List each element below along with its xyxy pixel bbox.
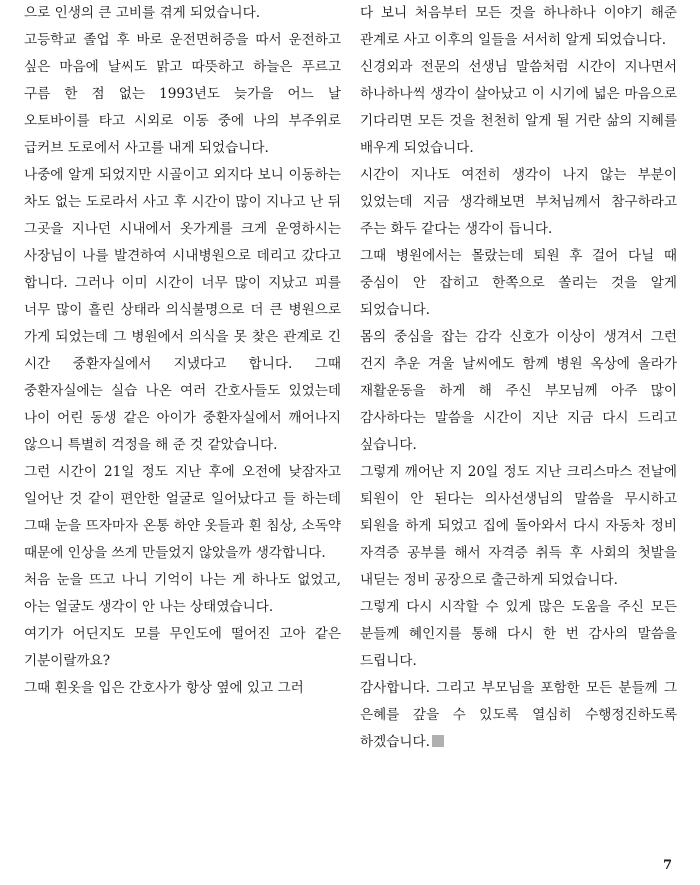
paragraph: 그렇게 깨어난 지 20일 정도 지난 크리스마스 전날에 퇴원이 안 된다는 의사선생님의 말씀을 무시하고 퇴원을 하게 되었고 집에 돌아와서 다시 자동차 정비 자격증 공부를 해서 자격증 취득 후 사회의 첫발을 내딛는 정비 공장으로 출근하게 되었습니다. (360, 464, 677, 588)
paragraph: 몸의 중심을 잡는 감각 신호가 이상이 생겨서 그런 건지 추운 겨울 날씨에도 함께 병원 옥상에 올라가 재활운동을 하게 해 주신 부모님께 아주 많이 감사하다는 말씀을 시간이 지난 지금 다시 드리고 싶습니다. (360, 329, 677, 453)
final-paragraph (360, 675, 677, 756)
page-number: 7 (662, 858, 672, 873)
paragraph-text: 감사합니다. 그리고 부모님을 포함한 모든 분들께 그 은혜를 갚을 수 있도록 열심히 수행정진하도록 하겠습니다. (360, 680, 677, 750)
paragraph: 그렇게 다시 시작할 수 있게 많은 도움을 주신 모든 분들께 혜인지를 통해 다시 한 번 감사의 말씀을 드립니다. (360, 599, 677, 669)
right-column (360, 0, 677, 756)
end-of-article-mark (432, 735, 444, 747)
paragraph: 신경외과 전문의 선생님 말씀처럼 시간이 지나면서 하나하나씩 생각이 살아났고 이 시기에 넓은 마음으로 기다리면 모든 것을 천천히 알게 될 거란 삶의 지혜를 배우게 되었습니다. (360, 59, 677, 156)
paragraph: 그런 시간이 21일 정도 지난 후에 오전에 낮잠자고 일어난 것 같이 편안한 얼굴로 일어났다고 들 하는데 그때 눈을 뜨자마자 온통 하얀 옷들과 흰 침상, 소독약 때문에 인상을 쓰게 만들었지 않았을까 생각합니다. (24, 464, 341, 561)
paragraph: 여기가 어딘지도 모를 무인도에 떨어진 고아 같은 기분이랄까요? (24, 626, 341, 669)
left-column (24, 0, 341, 702)
paragraph: 다 보니 처음부터 모든 것을 하나하나 이야기 해준 관계로 사고 이후의 일들을 서서히 알게 되었습니다. (360, 5, 677, 48)
paragraph: 시간이 지나도 여전히 생각이 나지 않는 부분이 있었는데 지금 생각해보면 부처님께서 참구하라고 주는 화두 같다는 생각이 듭니다. (360, 167, 677, 237)
paragraph: 그때 흰옷을 입은 간호사가 항상 옆에 있고 그러 (24, 680, 304, 696)
paragraph: 처음 눈을 뜨고 나니 기억이 나는 게 하나도 없었고, 아는 얼굴도 생각이 안 나는 상태였습니다. (24, 572, 341, 615)
paragraph: 으로 인생의 큰 고비를 겪게 되었습니다. (24, 5, 261, 21)
paragraph: 그때 병원에서는 몰랐는데 퇴원 후 걸어 다닐 때 중심이 안 잡히고 한쪽으로 쏠리는 것을 알게 되었습니다. (360, 248, 677, 318)
paragraph: 고등학교 졸업 후 바로 운전면허증을 따서 운전하고 싶은 마음에 날씨도 맑고 따뜻하고 하늘은 푸르고 구름 한 점 없는 1993년도 늦가을 어느 날 오토바이를 타고 시외로 이동 중에 나의 부주위로 급커브 도로에서 사고를 내게 되었습니다. (24, 32, 341, 156)
paragraph: 나중에 알게 되었지만 시골이고 외지다 보니 이동하는 차도 없는 도로라서 사고 후 시간이 많이 지나고 난 뒤 그곳을 지나던 시내에서 옷가게를 크게 운영하시는 사장님이 나를 발견하여 시내병원으로 데리고 갔다고 합니다. 그러나 이미 시간이 너무 많이 지났고 피를 너무 많이 흘린 상태라 의식불명으로 더 큰 병원으로 가게 되었는데 그 병원에서 의식을 못 찾은 관계로 긴 시간 중환자실에서 지냈다고 합니다. 그때 중환자실에는 실습 나온 여러 간호사들도 있었는데 나이 어린 동생 같은 아이가 중환자실에서 깨어나지 않으니 특별히 걱정을 해 준 것 같았습니다. (24, 167, 341, 453)
